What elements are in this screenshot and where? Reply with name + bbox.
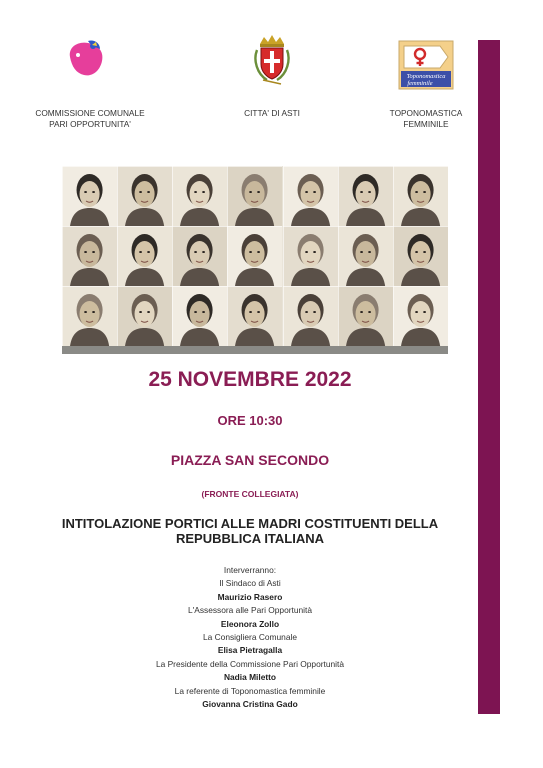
portrait-face-icon <box>338 286 393 346</box>
portrait-face-icon <box>117 166 172 226</box>
pari-opportunita-logo-icon <box>66 37 110 81</box>
headline-line: INTITOLAZIONE PORTICI ALLE MADRI COSTITUENTI DELLA <box>61 516 439 531</box>
speaker-name: Maurizio Rasero <box>217 591 283 602</box>
right-logo-text: Toponomastica <box>406 73 446 80</box>
speakers-list <box>0 564 500 711</box>
middle-caption-line: CITTA' DI ASTI <box>244 108 300 118</box>
portrait-face-icon <box>172 166 227 226</box>
portrait-face-icon <box>283 286 338 346</box>
portrait-face-icon <box>172 286 227 346</box>
right-caption-line: FEMMINILE <box>403 119 449 129</box>
collage-bottom-strip <box>62 346 448 354</box>
toponomastica-femminile-logo-icon <box>398 40 454 90</box>
portrait-face-icon <box>62 226 117 286</box>
speaker-role: La referente di Toponomastica femminile <box>174 685 326 696</box>
event-date: 25 NOVEMBRE 2022 <box>148 368 352 391</box>
speakers-intro: Interverranno: <box>223 565 277 575</box>
right-logo-caption <box>383 108 469 130</box>
portrait-face-icon <box>227 166 282 226</box>
portrait-face-icon <box>62 166 117 226</box>
portrait-face-icon <box>338 226 393 286</box>
portrait-face-icon <box>172 226 227 286</box>
portrait-face-icon <box>393 286 448 346</box>
portrait-collage-image <box>62 166 448 354</box>
portrait-face-icon <box>283 166 338 226</box>
event-place-note: (FRONTE COLLEGIATA) <box>201 489 299 499</box>
portrait-face-icon <box>393 166 448 226</box>
right-caption-line: TOPONOMASTICA <box>389 108 463 118</box>
right-logo-text: femminile <box>407 80 433 87</box>
event-time: ORE 10:30 <box>217 413 283 428</box>
speaker-name: Eleonora Zollo <box>220 618 280 629</box>
speaker-role: La Consigliera Comunale <box>202 631 298 642</box>
event-place: PIAZZA SAN SECONDO <box>170 452 330 468</box>
portrait-face-icon <box>117 286 172 346</box>
portrait-face-icon <box>227 226 282 286</box>
event-headline <box>0 516 500 546</box>
speaker-name: Elisa Pietragalla <box>217 645 283 656</box>
speaker-role: L'Assessora alle Pari Opportunità <box>187 605 313 616</box>
portrait-face-icon <box>283 226 338 286</box>
speaker-role: Il Sindaco di Asti <box>219 578 281 589</box>
speaker-name: Giovanna Cristina Gado <box>202 698 298 709</box>
speaker-role: La Presidente della Commissione Pari Opportunità <box>155 658 345 669</box>
left-logo-caption <box>20 108 160 130</box>
speaker-name: Nadia Miletto <box>223 672 277 683</box>
portrait-face-icon <box>338 166 393 226</box>
middle-logo-caption <box>222 108 322 119</box>
left-caption-line: COMMISSIONE COMUNALE <box>35 108 145 118</box>
portrait-face-icon <box>393 226 448 286</box>
left-caption-line: PARI OPPORTUNITA' <box>49 119 131 129</box>
portrait-face-icon <box>117 226 172 286</box>
portrait-face-icon <box>227 286 282 346</box>
portrait-face-icon <box>62 286 117 346</box>
citta-di-asti-coat-of-arms-icon <box>251 32 293 86</box>
headline-line: REPUBBLICA ITALIANA <box>175 531 325 546</box>
